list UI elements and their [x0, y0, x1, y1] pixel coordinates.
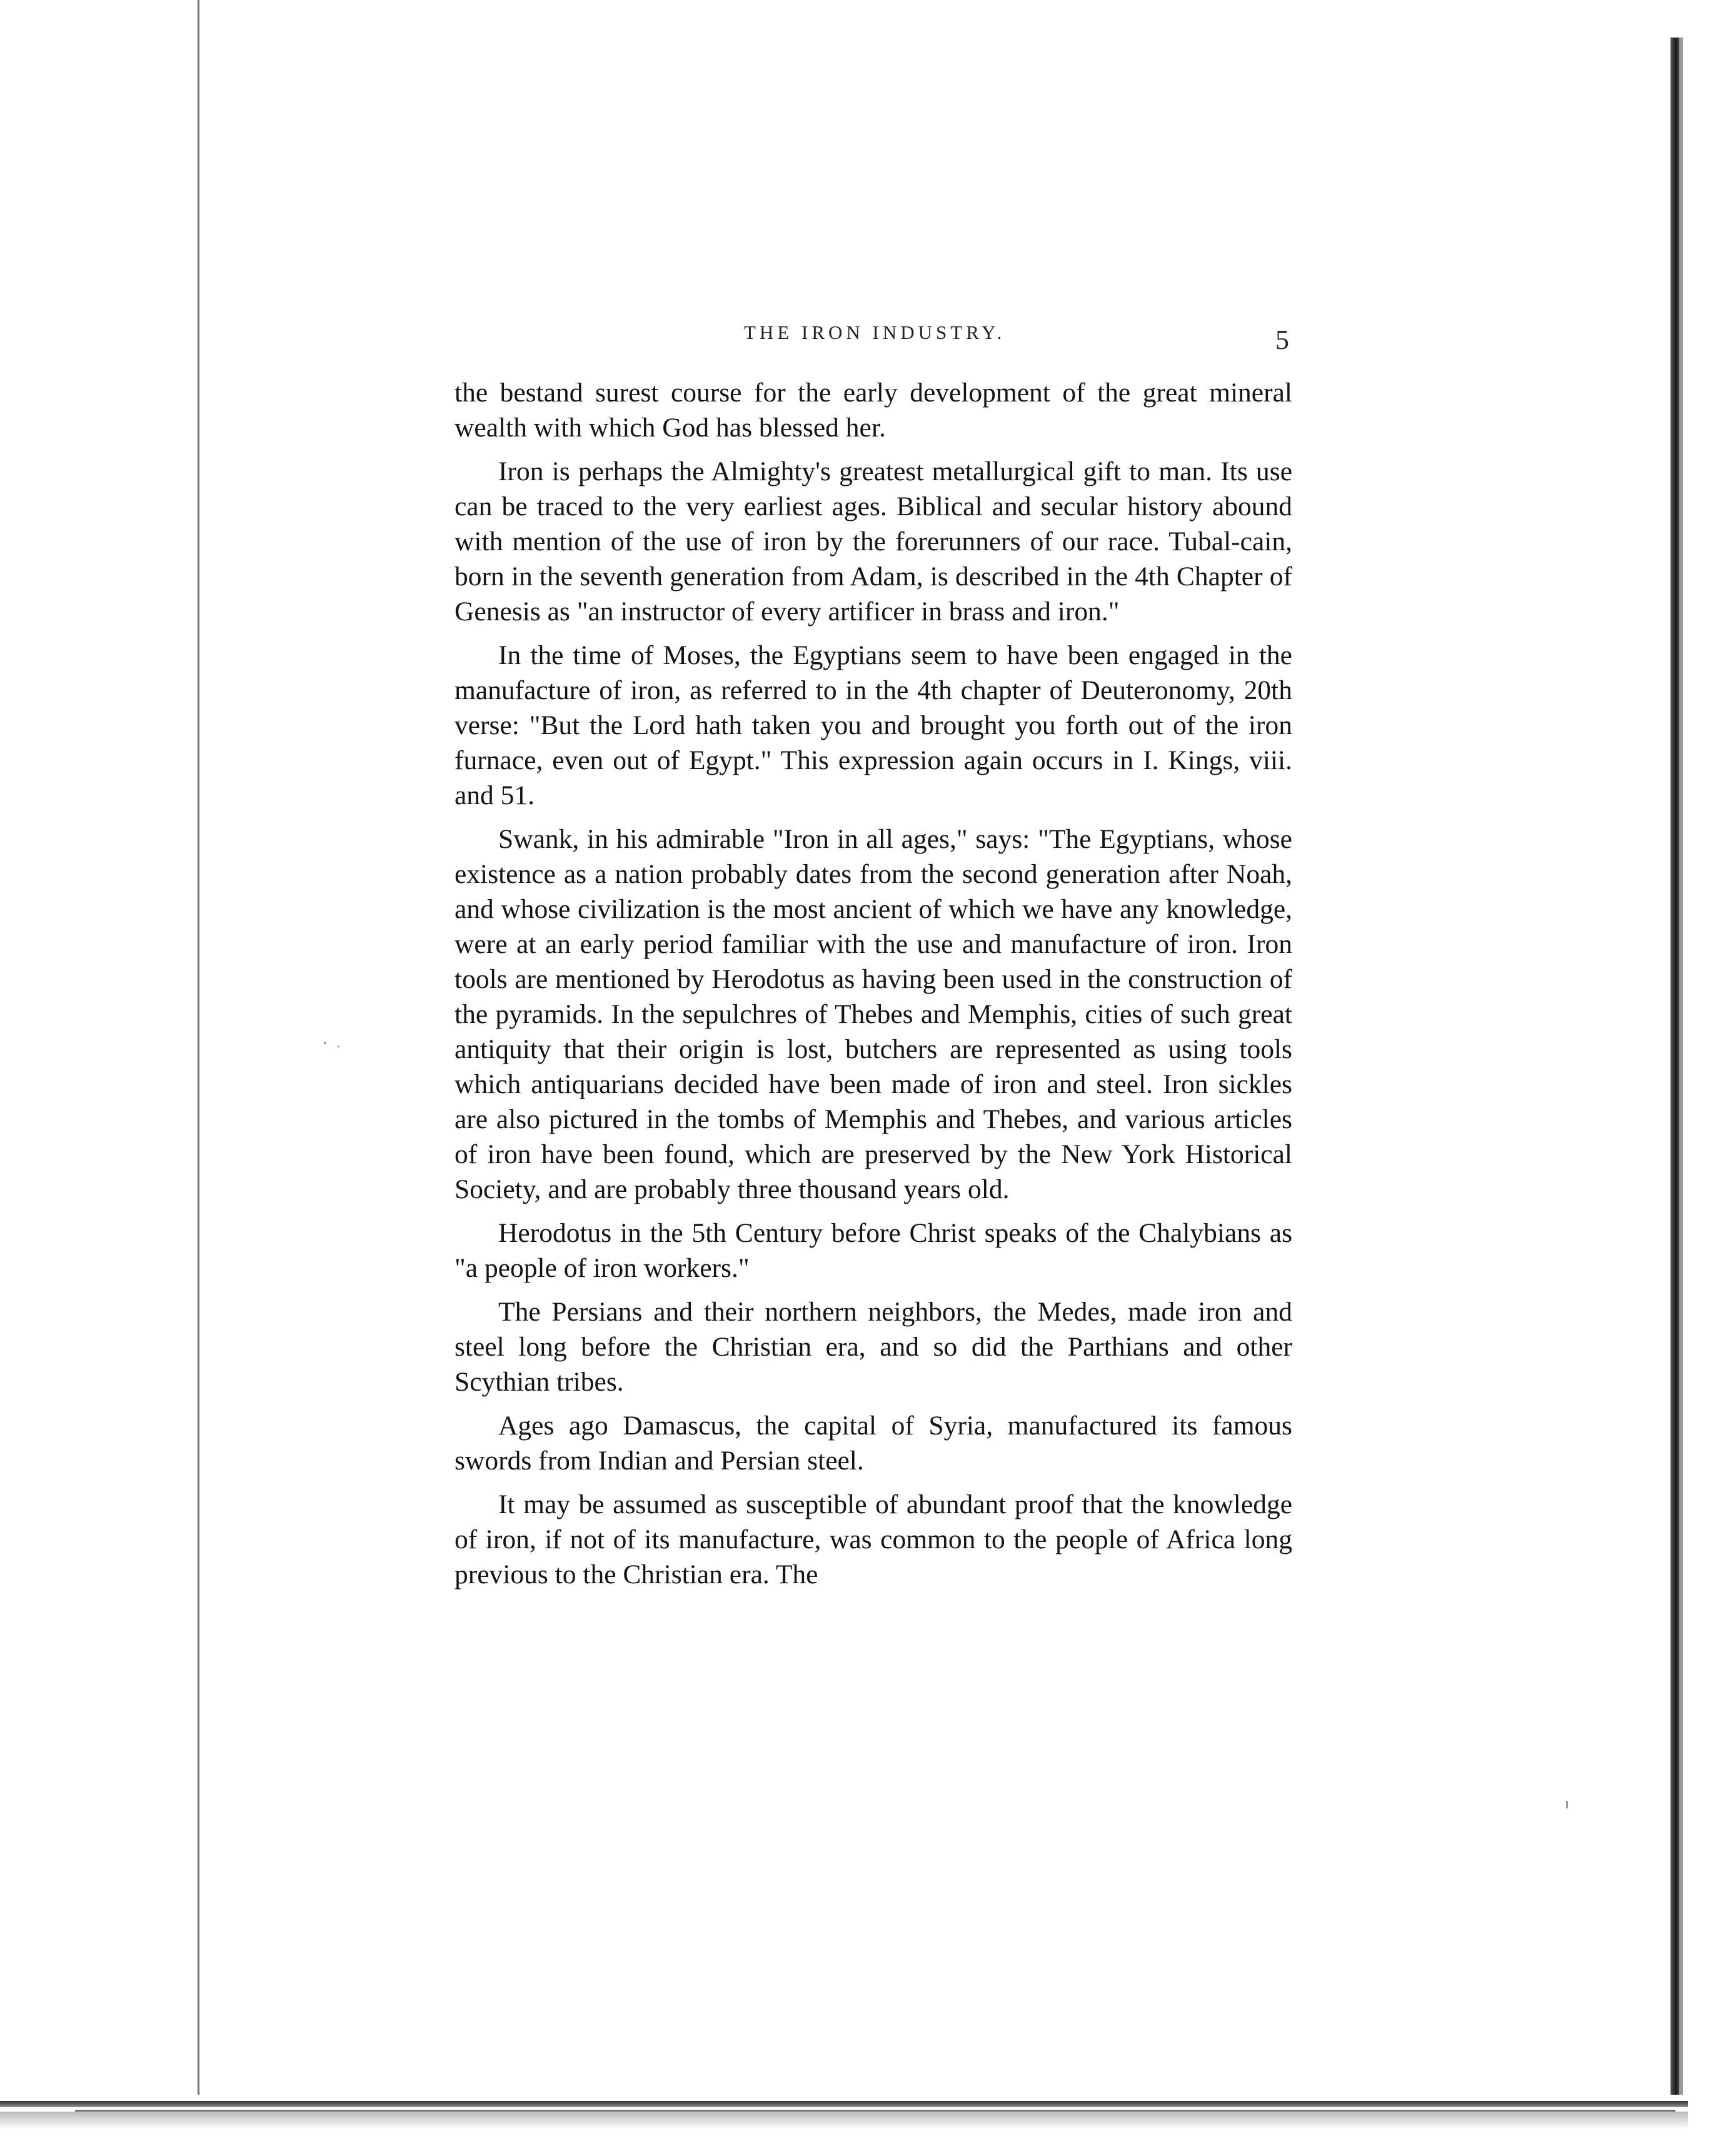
running-head: THE IRON INDUSTRY. — [744, 321, 1006, 343]
paragraph: It may be assumed as susceptible of abundant proof that the knowledge of iron, if not of its manufacture, was common to the people of Africa long previous to the Christian era. The — [455, 1489, 1292, 1589]
paragraph: Swank, in his admirable "Iron in all ages," says: "The Egyptians, whose existence as a nation probably dates from the second generation after Noah, and whose civilization is the most ancient of which we have any knowledge, were at an early period familiar with the use and manufacture of iron. Iron tools are mentioned by Herodotus as having been used in the construction of the pyramids. In the sepulchres of Thebes and Memphis, cities of such great antiquity that their origin is lost, butchers are represented as using tools which antiquarians decided have been made of iron and steel. Iron sickles are also pictured in the tombs of Memphis and Thebes, and various articles of iron have been found, which are preserved by the New York Historical Society, and are probably three thousand years old. — [455, 824, 1292, 1204]
scan-speck — [324, 1042, 326, 1044]
bottom-shadow — [0, 2112, 1688, 2129]
paragraph: Herodotus in the 5th Century before Christ speaks of the Chalybians as "a people of iron workers." — [455, 1218, 1292, 1283]
scan-speck — [1566, 1801, 1568, 1808]
paragraph: In the time of Moses, the Egyptians seem to have been engaged in the manufacture of iron, as referred to in the 4th chapter of Deuteronomy, 20th verse: "But the Lord hath taken you and brought you forth out of the iron furnace, even out of Egypt." This expression again occurs in I. Kings, viii. and 51. — [455, 640, 1292, 810]
paragraph: The Persians and their northern neighbors, the Medes, made iron and steel long before the Christian era, and so did the Parthians and other Scythian tribes. — [455, 1297, 1292, 1397]
paragraph: Ages ago Damascus, the capital of Syria, manufactured its famous swords from Indian and Persian steel. — [455, 1411, 1292, 1476]
page-left-edge — [198, 0, 199, 2101]
book-right-edge — [1670, 38, 1679, 2113]
left-gutter — [0, 0, 199, 2156]
scan-speck — [338, 1045, 339, 1047]
body-text — [455, 375, 1292, 1601]
right-margin — [1683, 0, 1728, 2156]
book-bottom-edge — [0, 2101, 1688, 2107]
paragraph: the bestand surest course for the early development of the great mineral wealth with which God has blessed her. — [455, 378, 1292, 443]
paragraph: Iron is perhaps the Almighty's greatest metallurgical gift to man. Its use can be traced to the very earliest ages. Biblical and secular history abound with mention of the use of iron by the forerunners of our race. Tubal-cain, born in the seventh generation from Adam, is described in the 4th Chapter of Genesis as "an instructor of every artificer in brass and iron." — [455, 456, 1292, 627]
page-number: 5 — [1275, 325, 1289, 355]
